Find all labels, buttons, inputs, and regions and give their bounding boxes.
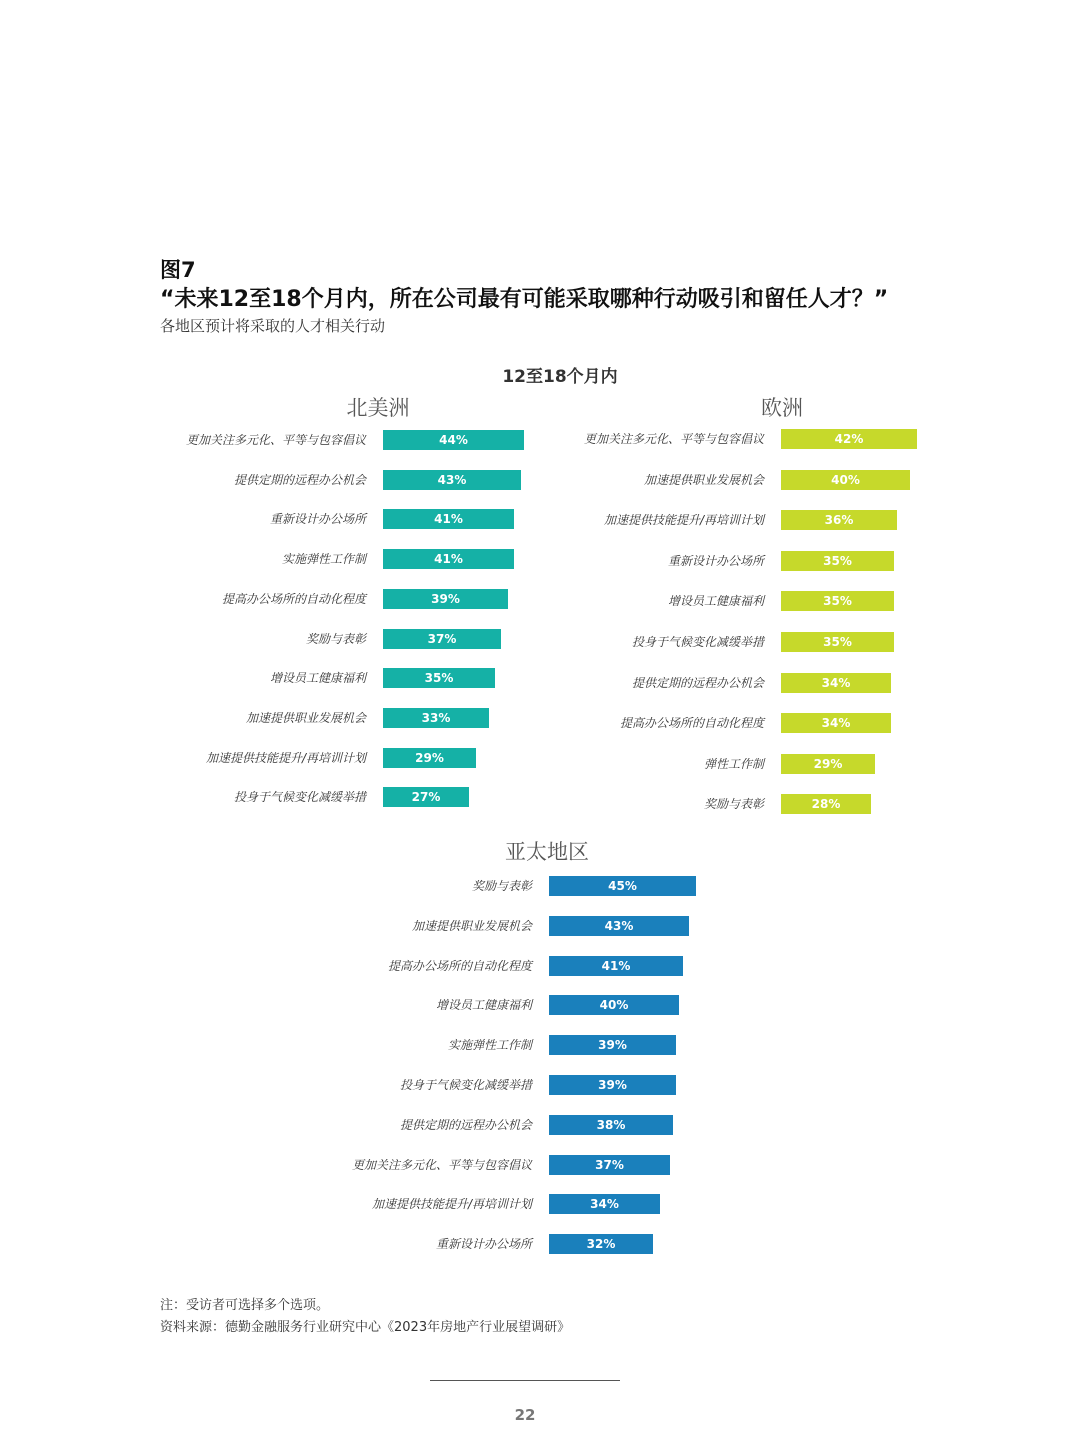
category-label: 提供定期的远程办公机会: [233, 473, 366, 487]
category-label: 增设员工健康福利: [435, 998, 532, 1012]
bar: 32%: [549, 1234, 653, 1254]
bar: 33%: [383, 708, 489, 728]
category-label: 加速提供职业发展机会: [643, 473, 764, 487]
figure-title: “未来12至18个月内，所在公司最有可能采取哪种行动吸引和留任人才？”: [160, 287, 889, 312]
chart-heading: 12至18个月内: [502, 367, 618, 387]
category-label: 提供定期的远程办公机会: [631, 676, 764, 690]
bar: 28%: [781, 794, 871, 814]
category-label: 提高办公场所的自动化程度: [619, 716, 764, 730]
bar: 29%: [383, 748, 476, 768]
bar: 38%: [549, 1115, 673, 1135]
category-label: 投身于气候变化减缓举措: [233, 790, 366, 804]
category-label: 增设员工健康福利: [269, 671, 366, 685]
category-label: 更加关注多元化、平等与包容倡议: [351, 1158, 532, 1172]
footnote: 注：受访者可选择多个选项。: [160, 1298, 330, 1313]
category-label: 加速提供技能提升/再培训计划: [205, 751, 366, 765]
bar: 40%: [549, 995, 679, 1015]
figure-subtitle: 各地区预计将采取的人才相关行动: [160, 317, 386, 335]
category-label: 投身于气候变化减缓举措: [399, 1078, 532, 1092]
bar: 42%: [781, 429, 917, 449]
category-label: 弹性工作制: [703, 757, 764, 771]
category-label: 提高办公场所的自动化程度: [221, 592, 366, 606]
bar: 41%: [383, 509, 514, 529]
figure-label: 图7: [160, 258, 196, 282]
category-label: 加速提供职业发展机会: [245, 711, 366, 725]
bar: 37%: [549, 1155, 670, 1175]
bar: 36%: [781, 510, 897, 530]
region-title: 北美洲: [346, 396, 410, 420]
page-number: 22: [514, 1406, 536, 1424]
category-label: 重新设计办公场所: [435, 1237, 532, 1251]
bar: 35%: [781, 551, 894, 571]
category-label: 实施弹性工作制: [447, 1038, 532, 1052]
bar: 29%: [781, 754, 875, 774]
bar: 34%: [781, 713, 891, 733]
category-label: 重新设计办公场所: [667, 554, 764, 568]
bar: 34%: [781, 673, 891, 693]
source-note: 资料来源：德勤金融服务行业研究中心《2023年房地产行业展望调研》: [160, 1320, 571, 1335]
category-label: 奖励与表彰: [305, 632, 366, 646]
category-label: 加速提供技能提升/再培训计划: [603, 513, 764, 527]
category-label: 投身于气候变化减缓举措: [631, 635, 764, 649]
bar: 43%: [383, 470, 521, 490]
bar: 41%: [549, 956, 683, 976]
region-title: 欧洲: [761, 396, 803, 420]
bar: 39%: [549, 1075, 676, 1095]
bar: 34%: [549, 1194, 660, 1214]
bar: 44%: [383, 430, 524, 450]
category-label: 实施弹性工作制: [281, 552, 366, 566]
category-label: 增设员工健康福利: [667, 594, 764, 608]
bar: 35%: [781, 591, 894, 611]
category-label: 加速提供职业发展机会: [411, 919, 532, 933]
bar: 39%: [383, 589, 508, 609]
category-label: 更加关注多元化、平等与包容倡议: [185, 433, 366, 447]
category-label: 提供定期的远程办公机会: [399, 1118, 532, 1132]
bar: 39%: [549, 1035, 676, 1055]
bar: 35%: [781, 632, 894, 652]
bar: 41%: [383, 549, 514, 569]
bar: 27%: [383, 787, 469, 807]
bar: 35%: [383, 668, 495, 688]
category-label: 奖励与表彰: [471, 879, 532, 893]
bar: 43%: [549, 916, 689, 936]
bar: 45%: [549, 876, 696, 896]
region-title: 亚太地区: [505, 840, 589, 864]
bar: 40%: [781, 470, 910, 490]
category-label: 重新设计办公场所: [269, 512, 366, 526]
bar: 37%: [383, 629, 501, 649]
footer-divider: [430, 1380, 620, 1381]
category-label: 加速提供技能提升/再培训计划: [371, 1197, 532, 1211]
category-label: 奖励与表彰: [703, 797, 764, 811]
category-label: 更加关注多元化、平等与包容倡议: [583, 432, 764, 446]
category-label: 提高办公场所的自动化程度: [387, 959, 532, 973]
